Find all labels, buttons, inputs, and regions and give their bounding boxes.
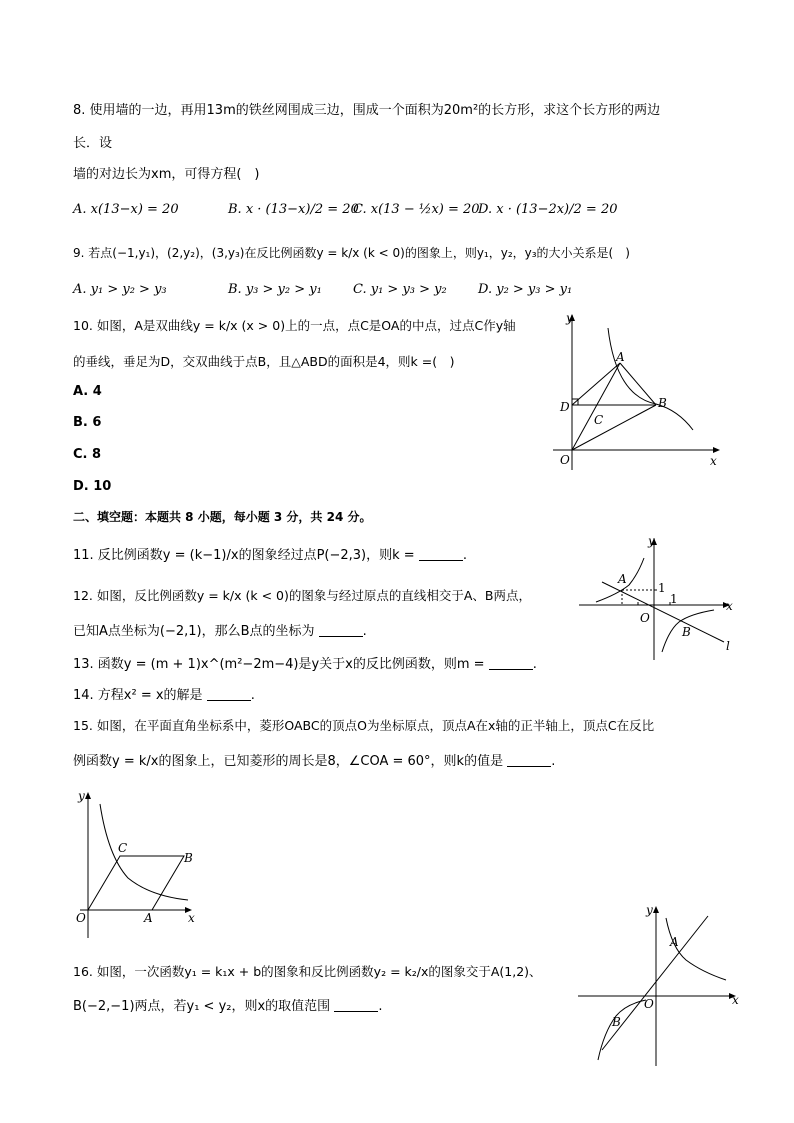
- q10-fig-label-b: B: [658, 396, 667, 410]
- q12-line2: [73, 622, 367, 642]
- q15-line2: [73, 752, 555, 772]
- q14-answer-blank[interactable]: [207, 686, 251, 701]
- q8-option-c[interactable]: C. x(13 − ½x) = 20: [353, 202, 480, 217]
- q8-option-a[interactable]: A. x(13−x) = 20: [73, 202, 179, 217]
- q10-fig-label-a: A: [616, 350, 625, 364]
- q9-option-c[interactable]: C. y₁ > y₃ > y₂: [353, 282, 447, 297]
- q12-fig-label-x: x: [726, 599, 733, 613]
- q13-answer-blank[interactable]: [489, 655, 533, 670]
- q15-line1: 15. 如图，在平面直角坐标系中，菱形OABC的顶点O为坐标原点，顶点A在x轴的正半轴上，顶点C在反比: [73, 718, 655, 733]
- q12-fig-label-a: A: [618, 572, 627, 586]
- q15-answer-blank[interactable]: [507, 752, 551, 767]
- q10-option-a[interactable]: A. 4: [73, 384, 102, 399]
- q12-fig-label-1y: 1: [658, 581, 666, 595]
- q16-fig-label-y: y: [646, 903, 653, 917]
- q16-fig-label-b: B: [612, 1015, 621, 1029]
- q16-fig-label-x: x: [732, 993, 739, 1007]
- q10-fig-label-o: O: [560, 453, 570, 467]
- q16-end: .: [378, 999, 383, 1014]
- q14-stem: 14. 方程x² = x的解是: [73, 688, 203, 703]
- q9-option-d[interactable]: D. y₂ > y₃ > y₁: [478, 282, 573, 297]
- q16-fig-label-a: A: [670, 935, 679, 949]
- q14-line: [73, 686, 255, 706]
- q15-figure: [70, 786, 210, 942]
- q10-fig-label-c: C: [594, 413, 604, 427]
- q12-fig-label-b: B: [682, 625, 691, 639]
- q15-fig-label-c: C: [118, 841, 128, 855]
- q12-figure: [574, 534, 744, 664]
- q11-stem: 11. 反比例函数y = (k−1)/x的图象经过点P(−2,3)，则k =: [73, 548, 415, 563]
- q9-option-b[interactable]: B. y₃ > y₂ > y₁: [228, 282, 322, 297]
- q15-fig-label-x: x: [188, 911, 195, 925]
- q12-answer-blank[interactable]: [319, 622, 363, 637]
- q15-fig-label-b: B: [184, 851, 193, 865]
- q12-line1: 12. 如图，反比例函数y = k/x (k < 0)的图象与经过原点的直线相交于A、B两点，: [73, 588, 531, 603]
- q12-end: .: [362, 624, 367, 639]
- q8-line1: 8. 使用墙的一边，再用13m的铁丝网围成三边，围成一个面积为20m²的长方形，求这个长方形的两边: [73, 103, 661, 118]
- q12-fig-label-y: y: [648, 534, 655, 548]
- q16-answer-blank[interactable]: [334, 997, 378, 1012]
- q8-line2: 长．设: [73, 136, 113, 151]
- q10-option-b[interactable]: B. 6: [73, 415, 102, 430]
- q13-stem: 13. 函数y = (m + 1)x^(m²−2m−4)是y关于x的反比例函数，则m =: [73, 657, 485, 672]
- q15-stem: 例函数y = k/x的图象上，已知菱形的周长是8，∠COA = 60°，则k的值是: [73, 754, 504, 769]
- q10-option-d[interactable]: D. 10: [73, 479, 112, 494]
- q8-option-d[interactable]: D. x · (13−2x)/2 = 20: [478, 202, 618, 217]
- q16-figure: [576, 900, 744, 1070]
- q9-option-a[interactable]: A. y₁ > y₂ > y₃: [73, 282, 167, 297]
- q10-option-c[interactable]: C. 8: [73, 447, 102, 462]
- q11-line: [73, 546, 467, 566]
- q10-fig-label-x: x: [710, 454, 717, 468]
- q15-fig-label-y: y: [78, 789, 85, 803]
- q15-end: .: [551, 754, 556, 769]
- q14-end: .: [250, 688, 255, 703]
- q15-fig-label-o: O: [76, 911, 86, 925]
- q10-line2: 的垂线，垂足为D，交双曲线于点B，且△ABD的面积是4，则k =( ): [73, 354, 455, 369]
- q16-fig-label-o: O: [644, 997, 654, 1011]
- q16-line1: 16. 如图，一次函数y₁ = k₁x + b的图象和反比例函数y₂ = k₂/x的图象交于A(1,2)、: [73, 964, 542, 979]
- q12-fig-label-1x: 1: [670, 592, 678, 606]
- q15-fig-label-a: A: [144, 911, 153, 925]
- q11-answer-blank[interactable]: [419, 546, 463, 561]
- q9-stem: 9. 若点(−1,y₁)，(2,y₂)，(3,y₃)在反比例函数y = k/x (k < 0)的图象上，则y₁，y₂，y₃的大小关系是( ): [73, 246, 630, 260]
- q11-end: .: [462, 548, 467, 563]
- q13-line: [73, 655, 537, 675]
- q16-line2: [73, 997, 382, 1017]
- q10-figure: [548, 308, 728, 478]
- q8-line3: 墙的对边长为xm，可得方程( ): [73, 167, 260, 182]
- q16-stem: B(−2,−1)两点，若y₁ < y₂，则x的取值范围: [73, 999, 331, 1014]
- q12-stem: 已知A点坐标为(−2,1)，那么B点的坐标为: [73, 624, 315, 639]
- q10-line1: 10. 如图，A是双曲线y = k/x (x > 0)上的一点，点C是OA的中点，过点C作y轴: [73, 318, 516, 333]
- q10-fig-label-d: D: [560, 400, 570, 414]
- q12-fig-label-l: l: [726, 639, 730, 653]
- section-2-heading: 二、填空题：本题共 8 小题，每小题 3 分，共 24 分。: [73, 510, 372, 524]
- q8-option-b[interactable]: B. x · (13−x)/2 = 20: [228, 202, 359, 217]
- q13-end: .: [532, 657, 537, 672]
- q12-fig-label-o: O: [640, 611, 650, 625]
- q10-fig-label-y: y: [566, 311, 573, 325]
